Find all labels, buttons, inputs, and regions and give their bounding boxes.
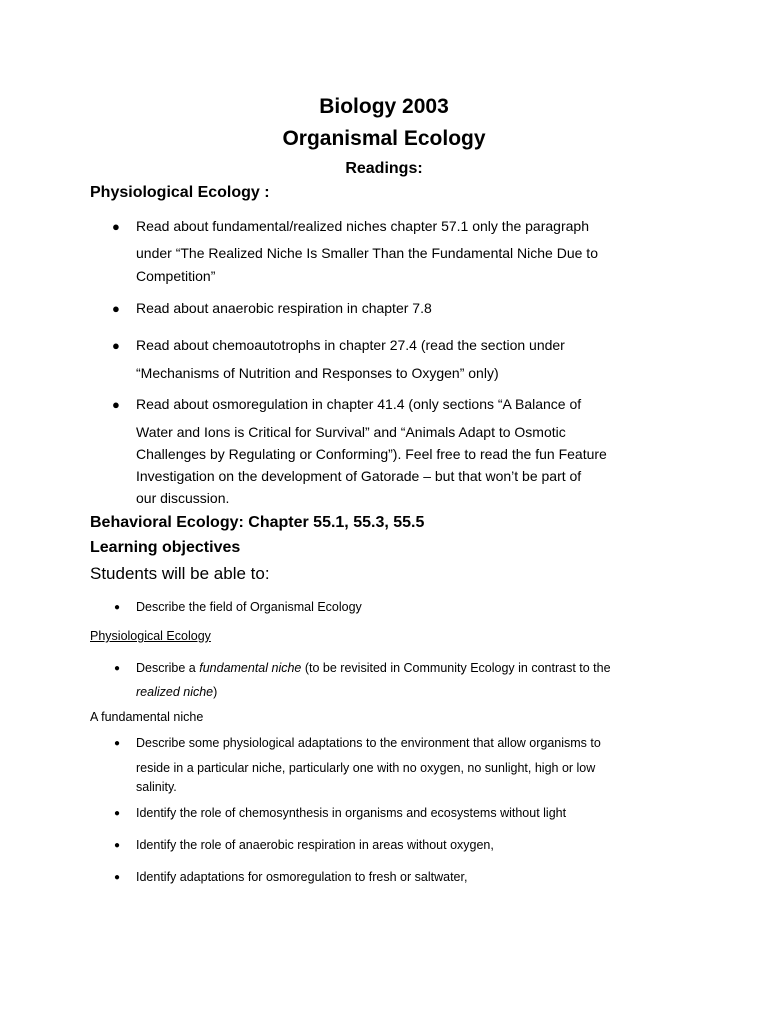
objective-fundamental-niche-suffix: )	[213, 685, 218, 699]
bullet-icon: ●	[114, 602, 121, 613]
objective-chemosynthesis: Identify the role of chemosynthesis in organisms and ecosystems without light	[136, 806, 567, 820]
bullet-icon: ●	[112, 301, 120, 316]
bullet-icon: ●	[112, 219, 120, 234]
objective-physiological-adaptations-line-2: reside in a particular niche, particularly one with no oxygen, no sunlight, high or low	[136, 761, 596, 775]
objective-physiological-adaptations-line-3: salinity.	[136, 780, 177, 794]
learning-objectives-heading: Learning objectives	[90, 539, 241, 556]
fundamental-niche-label: A fundamental niche	[90, 710, 204, 724]
readings-label: Readings:	[345, 160, 423, 177]
objective-fundamental-niche-term: fundamental niche	[199, 661, 302, 675]
objective-anaerobic-respiration: Identify the role of anaerobic respiration in areas without oxygen,	[136, 838, 494, 852]
objective-organismal-ecology: Describe the field of Organismal Ecology	[136, 600, 362, 614]
reading-item-4-line-2: Water and Ions is Critical for Survival” and “Animals Adapt to Osmotic	[136, 424, 566, 440]
reading-item-3-line-1: Read about chemoautotrophs in chapter 27.4 (read the section under	[136, 337, 565, 353]
objective-fundamental-niche-middle: (to be revisited in Community Ecology in contrast to the	[301, 661, 611, 675]
reading-item-3-line-2: “Mechanisms of Nutrition and Responses to Oxygen” only)	[136, 365, 499, 381]
reading-item-4	[136, 396, 607, 506]
bullet-icon: ●	[114, 808, 121, 819]
objective-osmoregulation: Identify adaptations for osmoregulation to fresh or saltwater,	[136, 870, 468, 884]
reading-item-2-line-1: Read about anaerobic respiration in chapter 7.8	[136, 300, 432, 316]
objective-physiological-adaptations	[136, 736, 601, 794]
students-lead: Students will be able to:	[90, 564, 270, 583]
reading-item-1-line-1: Read about fundamental/realized niches chapter 57.1 only the paragraph	[136, 218, 589, 234]
reading-item-1	[136, 218, 598, 284]
objective-physiological-adaptations-line-1: Describe some physiological adaptations to the environment that allow organisms to	[136, 736, 601, 750]
reading-item-4-line-5: our discussion.	[136, 490, 230, 506]
bullet-icon: ●	[112, 397, 120, 412]
bullet-icon: ●	[114, 840, 121, 851]
objective-realized-niche-term: realized niche	[136, 685, 214, 699]
reading-item-4-line-3: Challenges by Regulating or Conforming”). Feel free to read the fun Feature	[136, 446, 607, 462]
bullet-icon: ●	[114, 738, 121, 749]
reading-item-1-line-2: under “The Realized Niche Is Smaller Than the Fundamental Niche Due to	[136, 245, 598, 261]
reading-item-3	[136, 337, 565, 381]
bullet-icon: ●	[112, 338, 120, 353]
bullet-icon: ●	[114, 872, 121, 883]
objective-fundamental-niche	[136, 661, 611, 699]
behavioral-ecology-heading: Behavioral Ecology: Chapter 55.1, 55.3, 55.5	[90, 514, 425, 531]
reading-item-2	[136, 300, 432, 316]
bullet-icon: ●	[114, 663, 121, 674]
page-title-line2: Organismal Ecology	[282, 127, 486, 150]
physiological-ecology-label: Physiological Ecology	[90, 629, 211, 643]
reading-item-1-line-3: Competition”	[136, 268, 216, 284]
physiological-ecology-heading: Physiological Ecology :	[90, 184, 270, 201]
page-title-line1: Biology 2003	[319, 95, 449, 118]
objective-fundamental-niche-prefix: Describe a	[136, 661, 200, 675]
reading-item-4-line-4: Investigation on the development of Gatorade – but that won’t be part of	[136, 468, 582, 484]
reading-item-4-line-1: Read about osmoregulation in chapter 41.4 (only sections “A Balance of	[136, 396, 582, 412]
